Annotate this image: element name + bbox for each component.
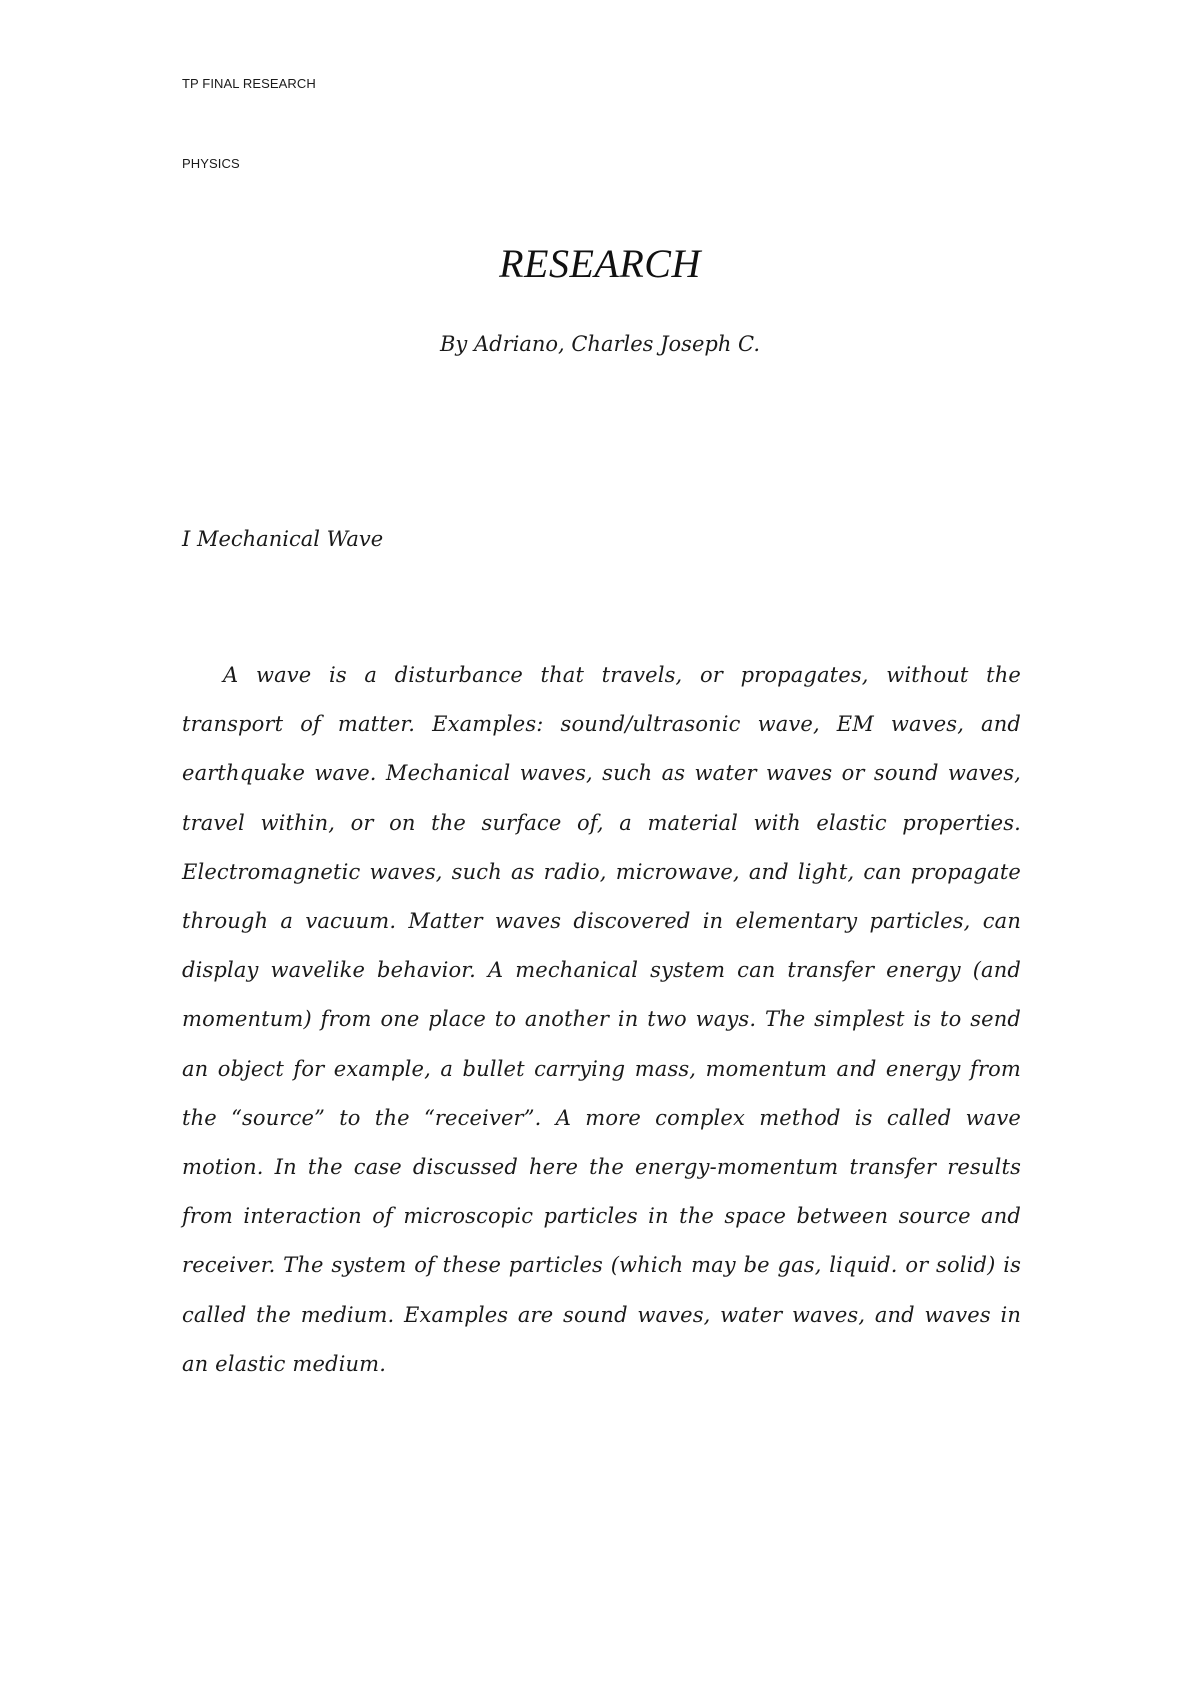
document-author: By Adriano, Charles Joseph C.: [439, 332, 761, 356]
course-header: TP FINAL RESEARCH: [182, 76, 316, 91]
document-title: RESEARCH: [499, 241, 701, 286]
body-paragraph: A wave is a disturbance that travels, or propagates, without the transport of matter. Examples: sound/ultrasonic wave, EM waves, and earthquake wave. Mechanical waves, such as water waves or sound waves, travel within, or on the surface of, a material with elastic properties. Electromagnetic waves, such as radio, microwave, and light, can propagate through a vacuum. Matter waves discovered in elementary particles, can display wavelike behavior. A mechanical system can transfer energy (and momentum) from one place to another in two ways. The simplest is to send an object for example, a bullet carrying mass, momentum and energy from the “source” to the “receiver”. A more complex method is called wave motion. In the case discussed here the energy-momentum transfer results from interaction of microscopic particles in the space between source and receiver. The system of these particles (which may be gas, liquid. or solid) is called the medium. Examples are sound waves, water waves, and waves in an elastic medium.: [182, 663, 1021, 1376]
section-heading: I Mechanical Wave: [182, 527, 384, 551]
subject-header: PHYSICS: [182, 156, 240, 171]
